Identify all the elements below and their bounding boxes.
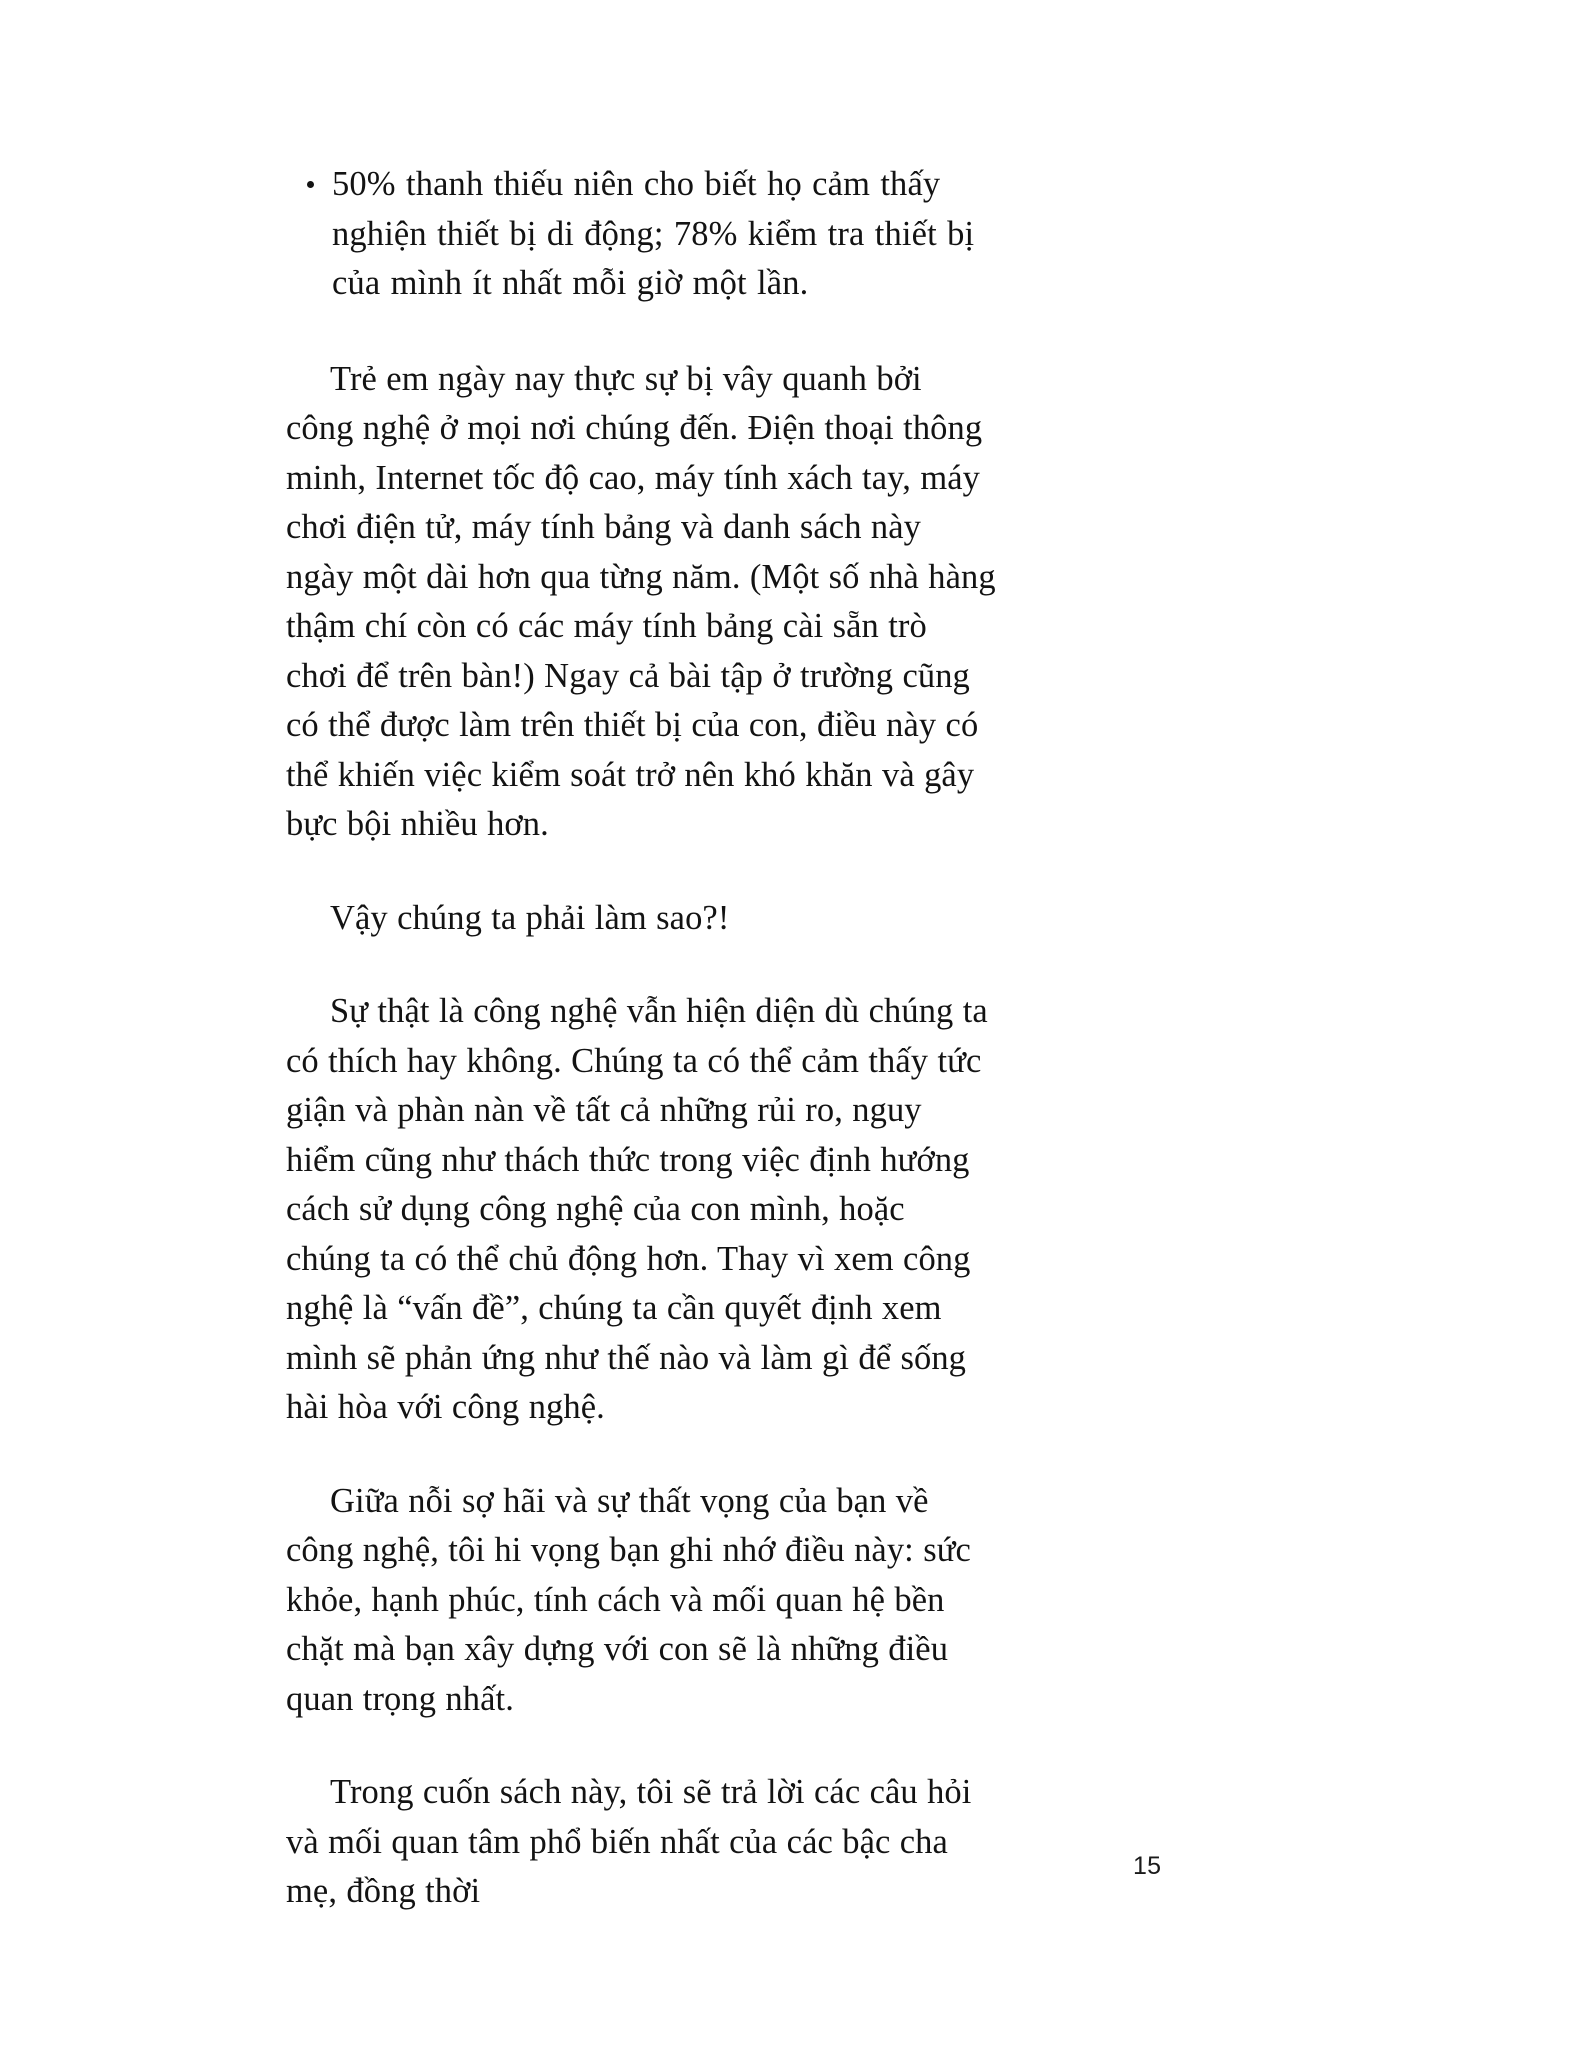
list-item-text: 50% thanh thiếu niên cho biết họ cảm thấy nghiện thiết bị di động; 78% kiểm tra thiết bị của mình ít nhất mỗi giờ một lần.: [332, 165, 975, 302]
statistics-bullet-list: [286, 160, 996, 309]
paragraph-technology-surround: Trẻ em ngày nay thực sự bị vây quanh bởi công nghệ ở mọi nơi chúng đến. Điện thoại thông minh, Internet tốc độ cao, máy tính xách tay, máy chơi điện tử, máy tính bảng và danh sách này ngày một dài hơn qua từng năm. (Một số nhà hàng thậm chí còn có các máy tính bảng cài sẵn trò chơi để trên bàn!) Ngay cả bài tập ở trường cũng có thể được làm trên thiết bị của con, điều này có thể khiến việc kiểm soát trở nên khó khăn và gây bực bội nhiều hơn.: [286, 359, 996, 843]
text-column: [286, 160, 996, 1917]
paragraph-spacer: [286, 1724, 996, 1768]
paragraph-truth-about-tech: Sự thật là công nghệ vẫn hiện diện dù chúng ta có thích hay không. Chúng ta có thể cảm thấy tức giận và phàn nàn về tất cả những rủi ro, nguy hiểm cũng như thách thức trong việc định hướng cách sử dụng công nghệ của con mình, hoặc chúng ta có thể chủ động hơn. Thay vì xem công nghệ là “vấn đề”, chúng ta cần quyết định xem mình sẽ phản ứng như thế nào và làm gì để sống hài hòa với công nghệ.: [286, 992, 988, 1426]
paragraph-spacer: [286, 943, 996, 987]
list-item: [286, 160, 996, 309]
paragraph-spacer: [286, 309, 996, 355]
bullet-point-icon: [307, 181, 314, 188]
paragraph-fear-and-hope: Giữa nỗi sợ hãi và sự thất vọng của bạn về công nghệ, tôi hi vọng bạn ghi nhớ điều này: sức khỏe, hạnh phúc, tính cách và mối quan hệ bền chặt mà bạn xây dựng với con sẽ là những điều quan trọng nhất.: [286, 1481, 971, 1718]
paragraph-question: Vậy chúng ta phải làm sao?!: [330, 898, 730, 937]
paragraph-book-intro: Trong cuốn sách này, tôi sẽ trả lời các câu hỏi và mối quan tâm phổ biến nhất của các bậc cha mẹ, đồng thời: [286, 1773, 972, 1910]
page-number: 15: [1133, 1852, 1162, 1880]
paragraph-spacer: [286, 1433, 996, 1477]
paragraph-spacer: [286, 850, 996, 894]
